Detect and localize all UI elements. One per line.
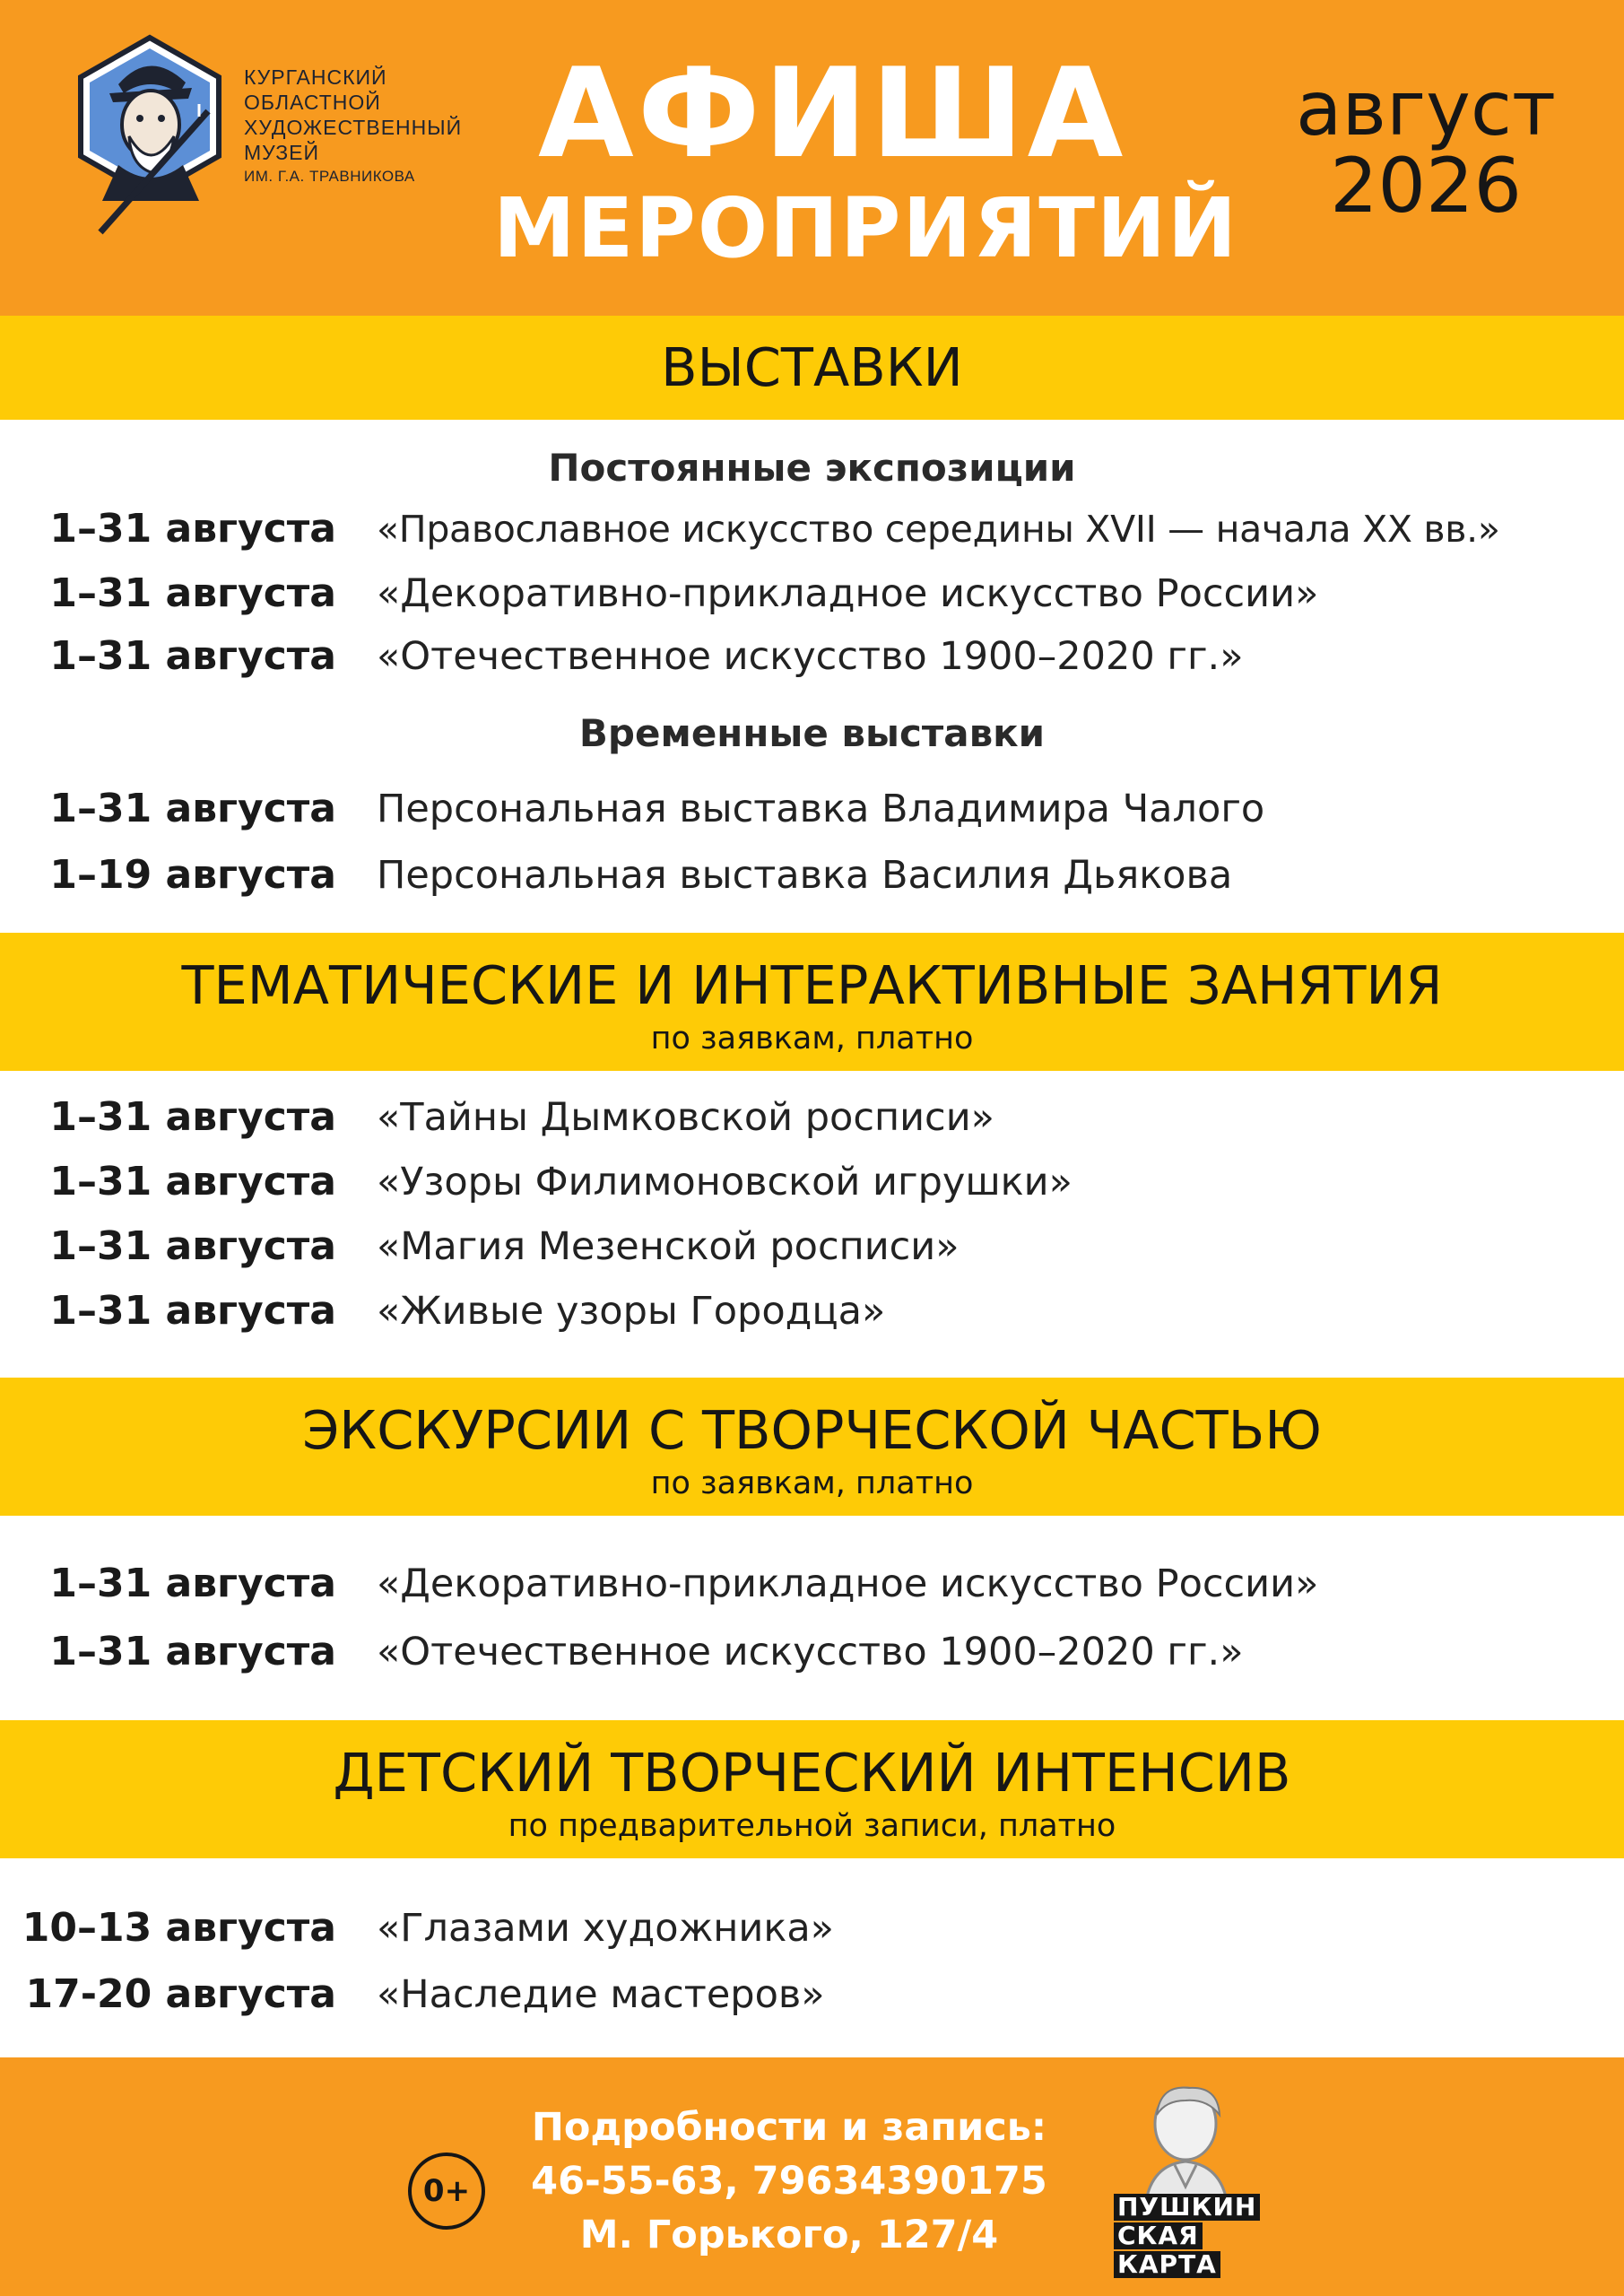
event-date: 1–31 августа	[49, 1094, 336, 1140]
poster-month: август	[1296, 65, 1556, 152]
event-date: 1–31 августа	[49, 1561, 336, 1606]
event-title: «Тайны Дымковской росписи»	[377, 1095, 994, 1140]
list-item	[0, 782, 1624, 836]
event-date: 1–31 августа	[49, 1223, 336, 1269]
list-item	[0, 848, 1624, 902]
list-item	[0, 1155, 1624, 1209]
list-item	[0, 1220, 1624, 1274]
subheading-temporary: Временные выставки	[578, 711, 1046, 755]
age-rating-badge: 0+	[408, 2152, 485, 2230]
poster-date	[1255, 65, 1596, 230]
section-note: по заявкам, платно	[650, 1021, 974, 1057]
museum-name	[244, 65, 513, 188]
event-title: «Магия Мезенской росписи»	[377, 1224, 960, 1269]
event-date: 17-20 августа	[25, 1971, 336, 2017]
museum-name-line: КУРГАНСКИЙ	[244, 65, 387, 89]
list-item	[0, 1968, 1624, 2022]
event-title: «Узоры Филимоновской игрушки»	[377, 1160, 1073, 1205]
section-heading: ТЕМАТИЧЕСКИЕ И ИНТЕРАКТИВНЫЕ ЗАНЯТИЯ	[181, 954, 1443, 1016]
list-item	[0, 1284, 1624, 1338]
section-heading: ВЫСТАВКИ	[661, 336, 963, 398]
museum-name-line: ОБЛАСТНОЙ	[244, 91, 381, 114]
list-item	[0, 1901, 1624, 1955]
section-band-intensive	[0, 1720, 1624, 1858]
section-band-classes	[0, 933, 1624, 1071]
event-date: 1–31 августа	[49, 506, 336, 552]
list-item	[0, 630, 1624, 683]
contacts-phones: 46-55-63, 79634390175	[531, 2159, 1047, 2204]
contacts-heading: Подробности и запись:	[531, 2105, 1047, 2150]
subheading-permanent: Постоянные экспозиции	[548, 446, 1076, 490]
event-date: 1–31 августа	[49, 633, 336, 679]
event-date: 10–13 августа	[22, 1905, 336, 1951]
event-date: 1–31 августа	[49, 1288, 336, 1334]
section-note: по предварительной записи, платно	[508, 1808, 1116, 1844]
contacts	[520, 2100, 1058, 2262]
section-band-exhibitions	[0, 316, 1624, 420]
event-date: 1–31 августа	[49, 1629, 336, 1674]
event-title: Персональная выставка Владимира Чалого	[377, 787, 1265, 831]
list-item	[0, 567, 1624, 621]
event-date: 1–19 августа	[49, 852, 336, 898]
museum-name-sub: ИМ. Г.А. ТРАВНИКОВА	[244, 168, 415, 185]
event-title: «Наследие мастеров»	[377, 1972, 825, 2017]
list-item	[0, 502, 1624, 556]
event-title: «Православное искусство середины XVII — начала XX вв.»	[377, 508, 1500, 551]
event-title: Персональная выставка Василия Дьякова	[377, 853, 1233, 898]
list-item	[0, 1557, 1624, 1611]
pushkin-card-text	[1114, 2194, 1320, 2280]
event-title: «Глазами художника»	[377, 1906, 834, 1951]
header	[0, 0, 1624, 316]
section-band-excursions	[0, 1378, 1624, 1516]
pushkin-card-line: ПУШКИН	[1114, 2194, 1260, 2221]
pushkin-card-line: СКАЯ	[1114, 2222, 1203, 2249]
pushkin-card-logo	[1103, 2079, 1318, 2281]
poster-year: 2026	[1330, 142, 1522, 230]
poster-title: АФИША	[538, 41, 1127, 186]
event-title: «Декоративно-прикладное искусство России»	[377, 571, 1319, 616]
museum-logo-icon	[65, 30, 235, 239]
section-note: по заявкам, платно	[650, 1465, 974, 1501]
event-date: 1–31 августа	[49, 1159, 336, 1205]
list-item	[0, 1625, 1624, 1679]
poster-subtitle: МЕРОПРИЯТИЙ	[493, 180, 1239, 276]
section-heading: ДЕТСКИЙ ТВОРЧЕСКИЙ ИНТЕНСИВ	[333, 1742, 1291, 1804]
event-date: 1–31 августа	[49, 786, 336, 831]
pushkin-card-line: КАРТА	[1114, 2251, 1220, 2278]
event-date: 1–31 августа	[49, 570, 336, 616]
museum-name-line: МУЗЕЙ	[244, 141, 320, 164]
event-title: «Отечественное искусство 1900–2020 гг.»	[377, 634, 1244, 679]
event-title: «Отечественное искусство 1900–2020 гг.»	[377, 1630, 1244, 1674]
contacts-address: М. Горького, 127/4	[579, 2213, 999, 2257]
list-item	[0, 1091, 1624, 1144]
section-heading: ЭКСКУРСИИ С ТВОРЧЕСКОЙ ЧАСТЬЮ	[302, 1399, 1322, 1461]
museum-name-line: ХУДОЖЕСТВЕННЫЙ	[244, 116, 463, 139]
event-title: «Живые узоры Городца»	[377, 1289, 886, 1334]
event-title: «Декоративно-прикладное искусство России»	[377, 1561, 1319, 1606]
